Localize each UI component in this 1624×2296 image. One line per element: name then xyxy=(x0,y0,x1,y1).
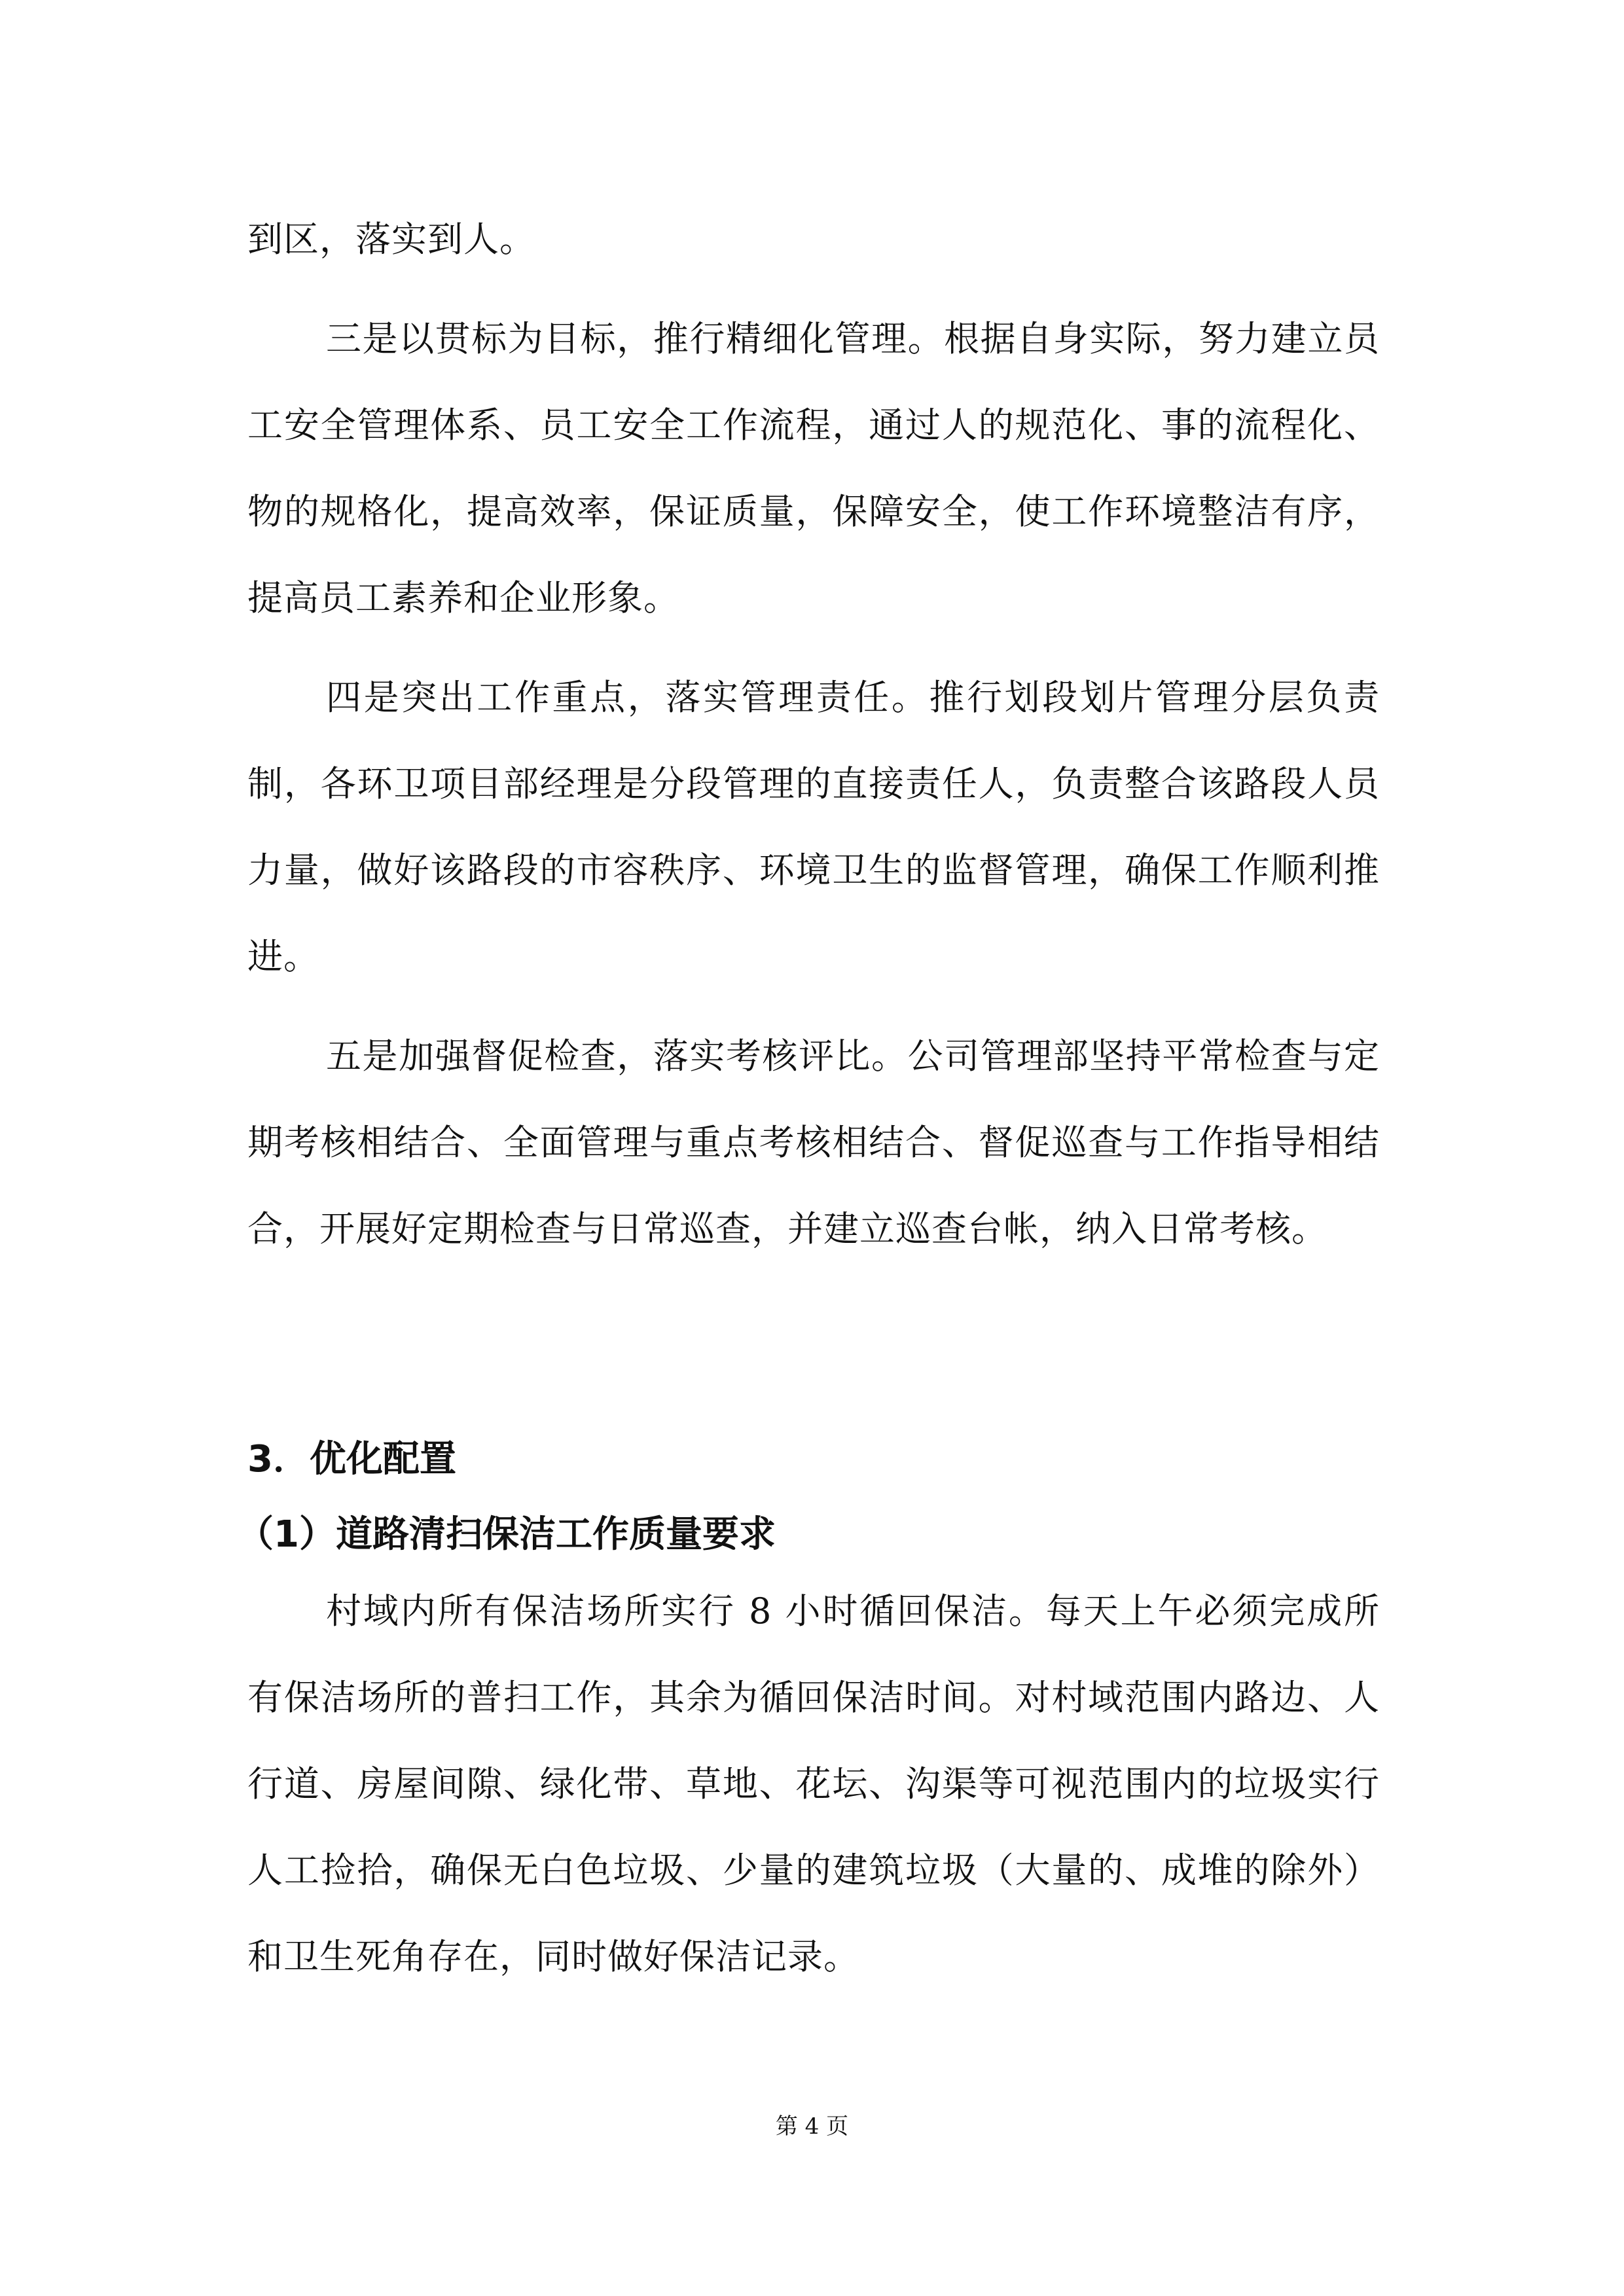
paragraph-continuation: 到区，落实到人。 xyxy=(247,219,535,260)
paragraph-three: 三是以贯标为目标，推行精细化管理。根据自身实际，努力建立员工安全管理体系、员工安全工作流程，通过人的规范化、事的流程化、物的规格化，提高效率，保证质量，保障安全，使工作环境整洁有序，提高员工素养和企业形象。 xyxy=(247,318,1380,619)
body-text-top xyxy=(247,196,1380,1272)
paragraph-five: 五是加强督促检查，落实考核评比。公司管理部坚持平常检查与定期考核相结合、全面管理与重点考核相结合、督促巡查与工作指导相结合，开展好定期检查与日常巡查，并建立巡查台帐，纳入日常考核。 xyxy=(247,1035,1380,1249)
section-heading: 3．优化配置 xyxy=(247,1438,456,1480)
paragraph-four: 四是突出工作重点，落实管理责任。推行划段划片管理分层负责制，各环卫项目部经理是分段管理的直接责任人，负责整合该路段人员力量，做好该路段的市容秩序、环境卫生的监督管理，确保工作顺利推进。 xyxy=(247,677,1380,977)
subsection-heading: （1）道路清扫保洁工作质量要求 xyxy=(237,1513,776,1556)
body-text-bottom xyxy=(247,1568,1380,2000)
page-number: 第 4 页 xyxy=(775,2113,849,2140)
paragraph-cleaning-requirements: 村域内所有保洁场所实行 8 小时循回保洁。每天上午必须完成所有保洁场所的普扫工作，其余为循回保洁时间。对村域范围内路边、人行道、房屋间隙、绿化带、草地、花坛、沟渠等可视范围内的垃圾实行人工捡拾，确保无白色垃圾、少量的建筑垃圾（大量的、成堆的除外）和卫生死角存在，同时做好保洁记录。 xyxy=(247,1590,1380,1977)
